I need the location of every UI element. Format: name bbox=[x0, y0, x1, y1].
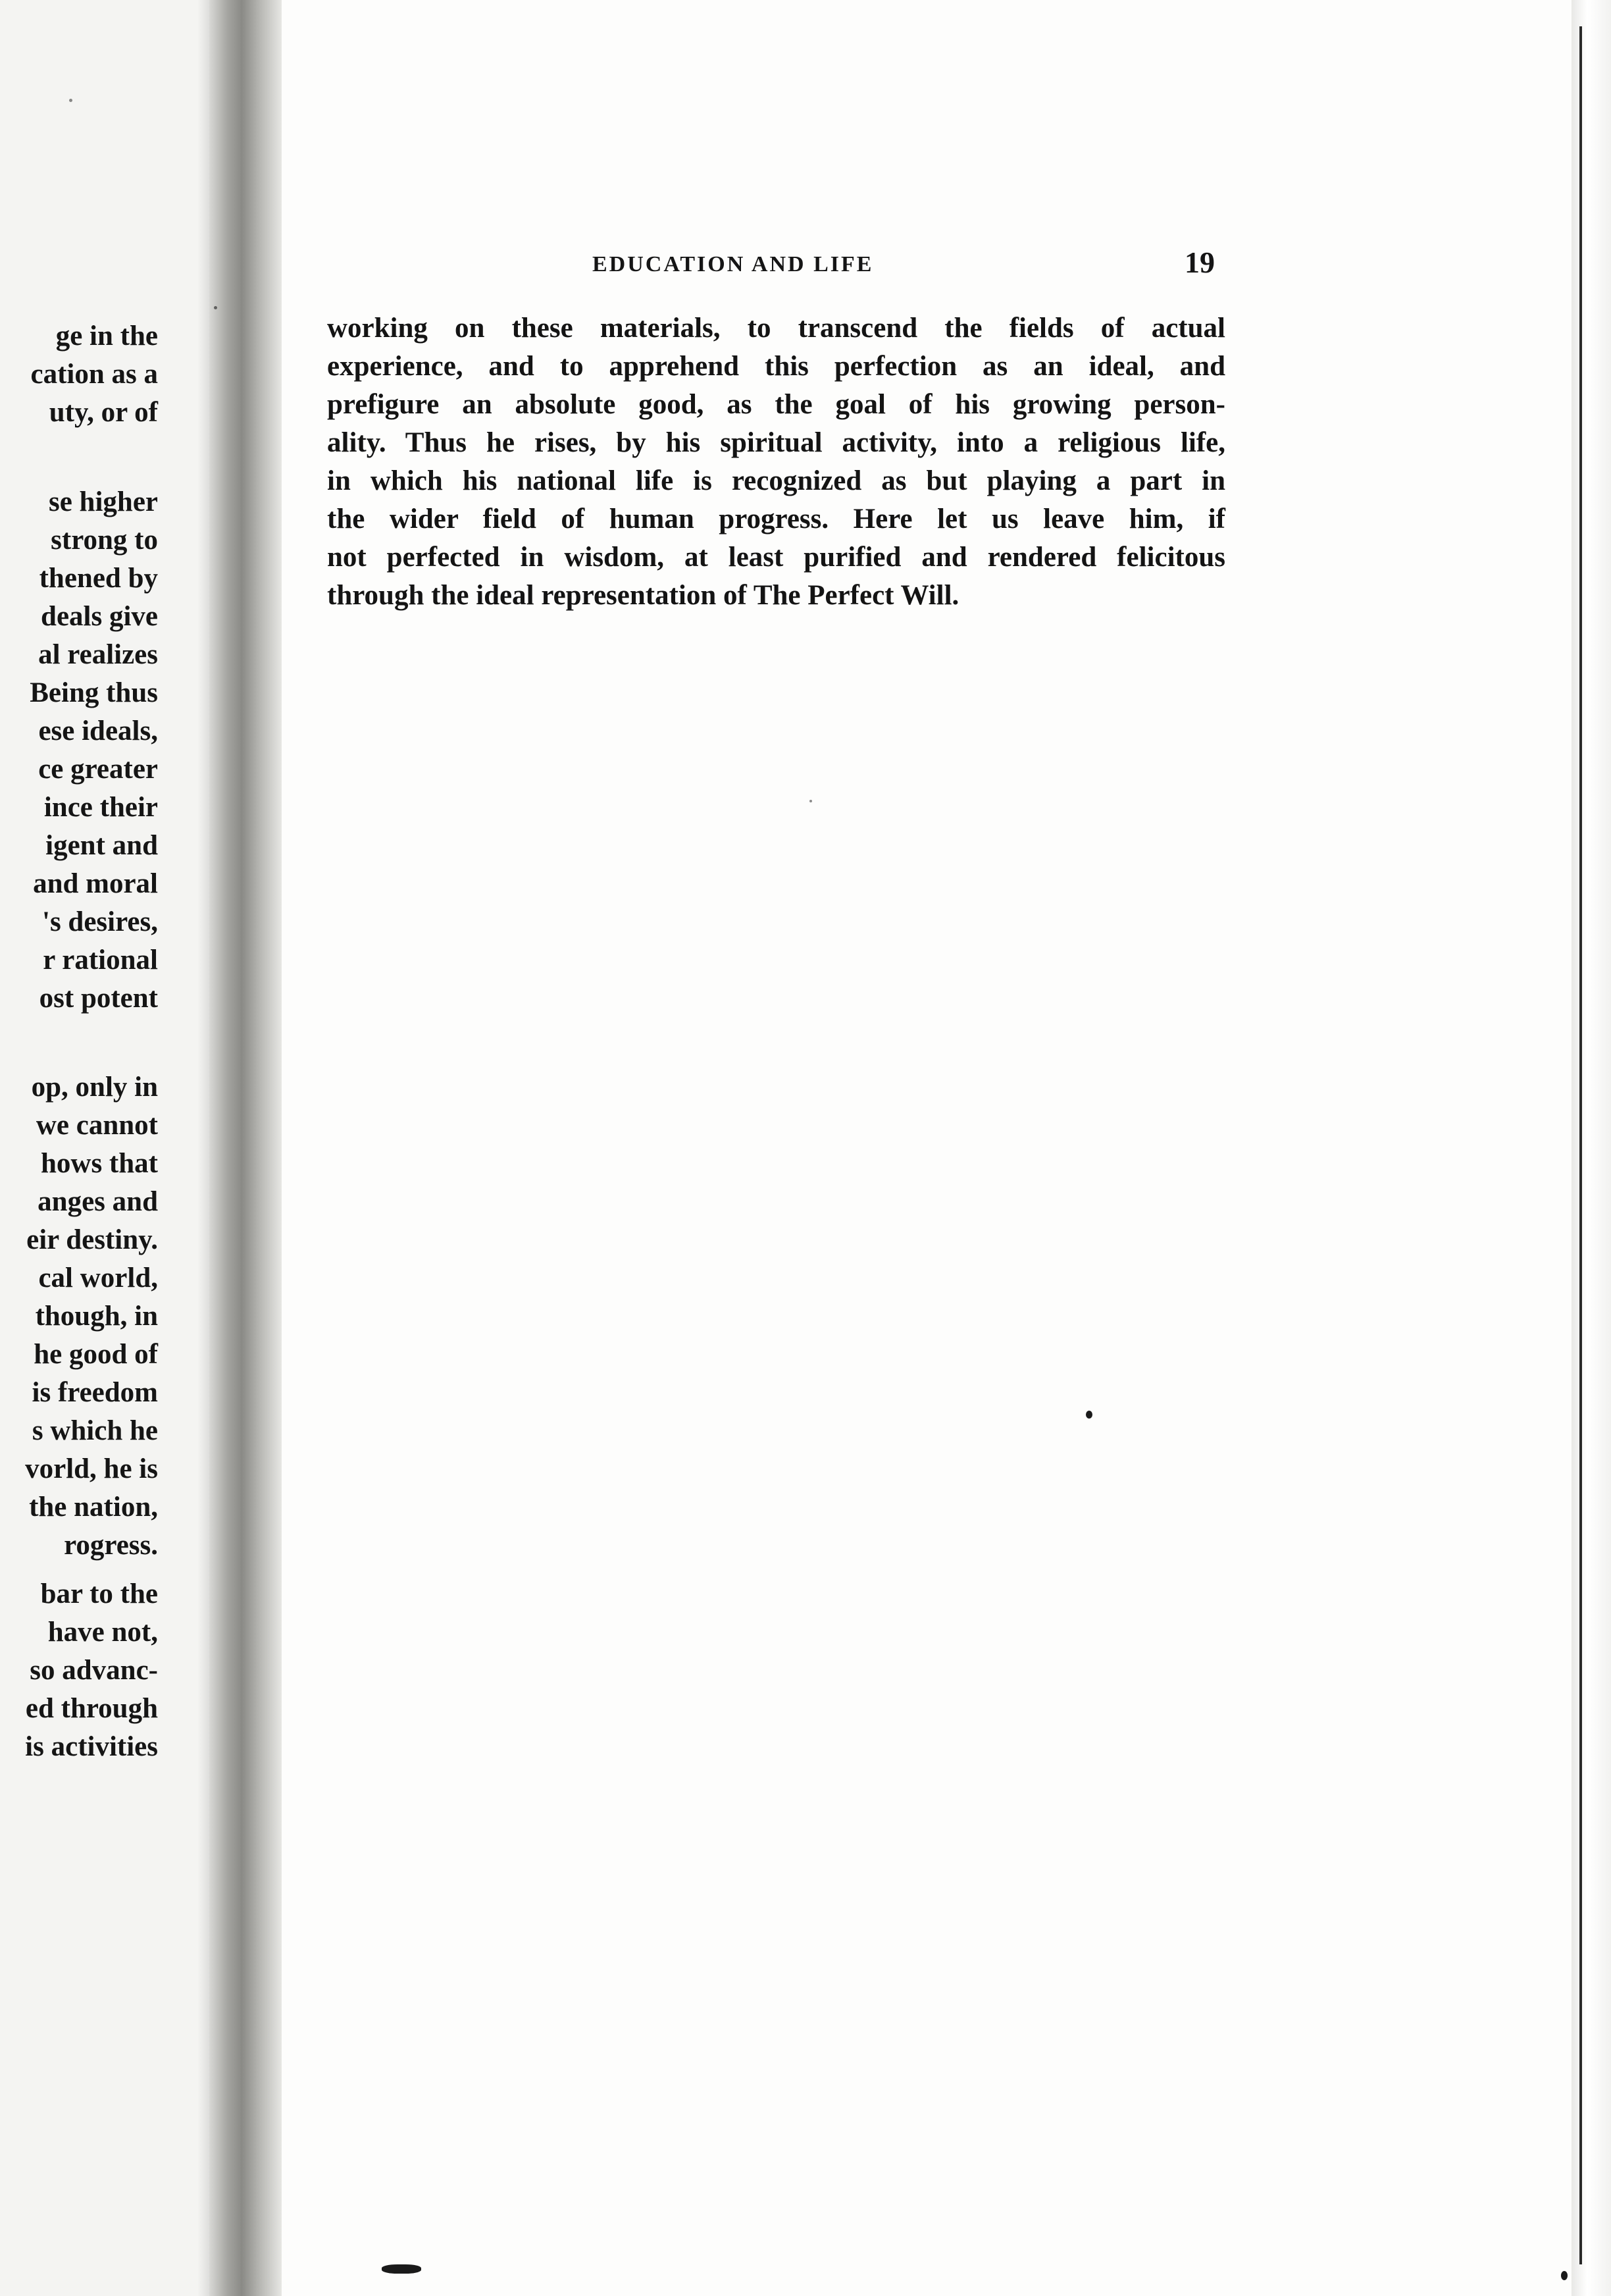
facing-line: is freedom bbox=[32, 1377, 158, 1408]
body-line: working on these materials, to transcend the fields of actual bbox=[327, 313, 1225, 344]
facing-line: eir destiny. bbox=[26, 1224, 158, 1255]
facing-line: hows that bbox=[40, 1148, 158, 1179]
facing-line: have not, bbox=[47, 1617, 158, 1648]
body-line: not perfected in wisdom, at least purified and rendered felicitous bbox=[327, 542, 1225, 573]
ink-speck bbox=[809, 800, 812, 802]
facing-line: thened by bbox=[39, 563, 158, 594]
facing-line: 's desires, bbox=[42, 906, 158, 937]
book-gutter bbox=[209, 0, 282, 2296]
page-edge bbox=[1572, 0, 1611, 2296]
ink-speck bbox=[69, 99, 72, 102]
ink-speck bbox=[1561, 2271, 1568, 2280]
body-line: prefigure an absolute good, as the goal of his growing person- bbox=[327, 389, 1225, 420]
facing-line: cation as a bbox=[30, 359, 158, 390]
ink-smudge bbox=[382, 2264, 421, 2274]
facing-line: bar to the bbox=[40, 1578, 158, 1609]
facing-line: ed through bbox=[25, 1693, 158, 1724]
facing-line: rogress. bbox=[64, 1530, 158, 1561]
ink-speck bbox=[1086, 1411, 1092, 1419]
page-number: 19 bbox=[1185, 246, 1215, 279]
facing-line: ince their bbox=[43, 792, 158, 823]
facing-line: vorld, he is bbox=[25, 1453, 158, 1484]
facing-line: though, in bbox=[35, 1301, 158, 1332]
page-edge-line bbox=[1579, 26, 1582, 2264]
facing-page-text bbox=[0, 0, 158, 2296]
facing-line: r rational bbox=[43, 945, 158, 976]
facing-line: op, only in bbox=[31, 1072, 158, 1103]
facing-line: s which he bbox=[32, 1415, 158, 1446]
facing-line: cal world, bbox=[38, 1263, 158, 1293]
facing-page bbox=[0, 0, 209, 2296]
facing-line: ce greater bbox=[38, 754, 158, 785]
facing-line: al realizes bbox=[38, 639, 158, 670]
facing-line: anges and bbox=[38, 1186, 158, 1217]
facing-line: ost potent bbox=[39, 983, 158, 1014]
facing-line: deals give bbox=[41, 601, 158, 632]
facing-line: we cannot bbox=[36, 1110, 158, 1141]
facing-line: is activities bbox=[25, 1731, 158, 1762]
body-line: experience, and to apprehend this perfection as an ideal, and bbox=[327, 351, 1225, 382]
facing-line: igent and bbox=[45, 830, 158, 861]
facing-line: Being thus bbox=[30, 677, 158, 708]
body-paragraph bbox=[327, 309, 1225, 615]
body-line: ality. Thus he rises, by his spiritual activity, into a religious life, bbox=[327, 427, 1225, 458]
facing-line: ese ideals, bbox=[38, 716, 158, 746]
body-line: the wider field of human progress. Here let us leave him, if bbox=[327, 504, 1225, 535]
body-line: through the ideal representation of The Perfect Will. bbox=[327, 580, 959, 611]
facing-line: uty, or of bbox=[49, 397, 158, 428]
facing-line: se higher bbox=[48, 486, 158, 517]
facing-line: and moral bbox=[33, 868, 158, 899]
ink-speck bbox=[214, 306, 217, 309]
facing-line: the nation, bbox=[29, 1492, 158, 1523]
running-head: EDUCATION AND LIFE bbox=[592, 252, 874, 276]
facing-line: he good of bbox=[34, 1339, 158, 1370]
facing-line: so advanc- bbox=[30, 1655, 158, 1686]
facing-line: strong to bbox=[51, 525, 158, 556]
body-line: in which his national life is recognized as but playing a part in bbox=[327, 465, 1225, 496]
facing-line: ge in the bbox=[55, 321, 158, 352]
